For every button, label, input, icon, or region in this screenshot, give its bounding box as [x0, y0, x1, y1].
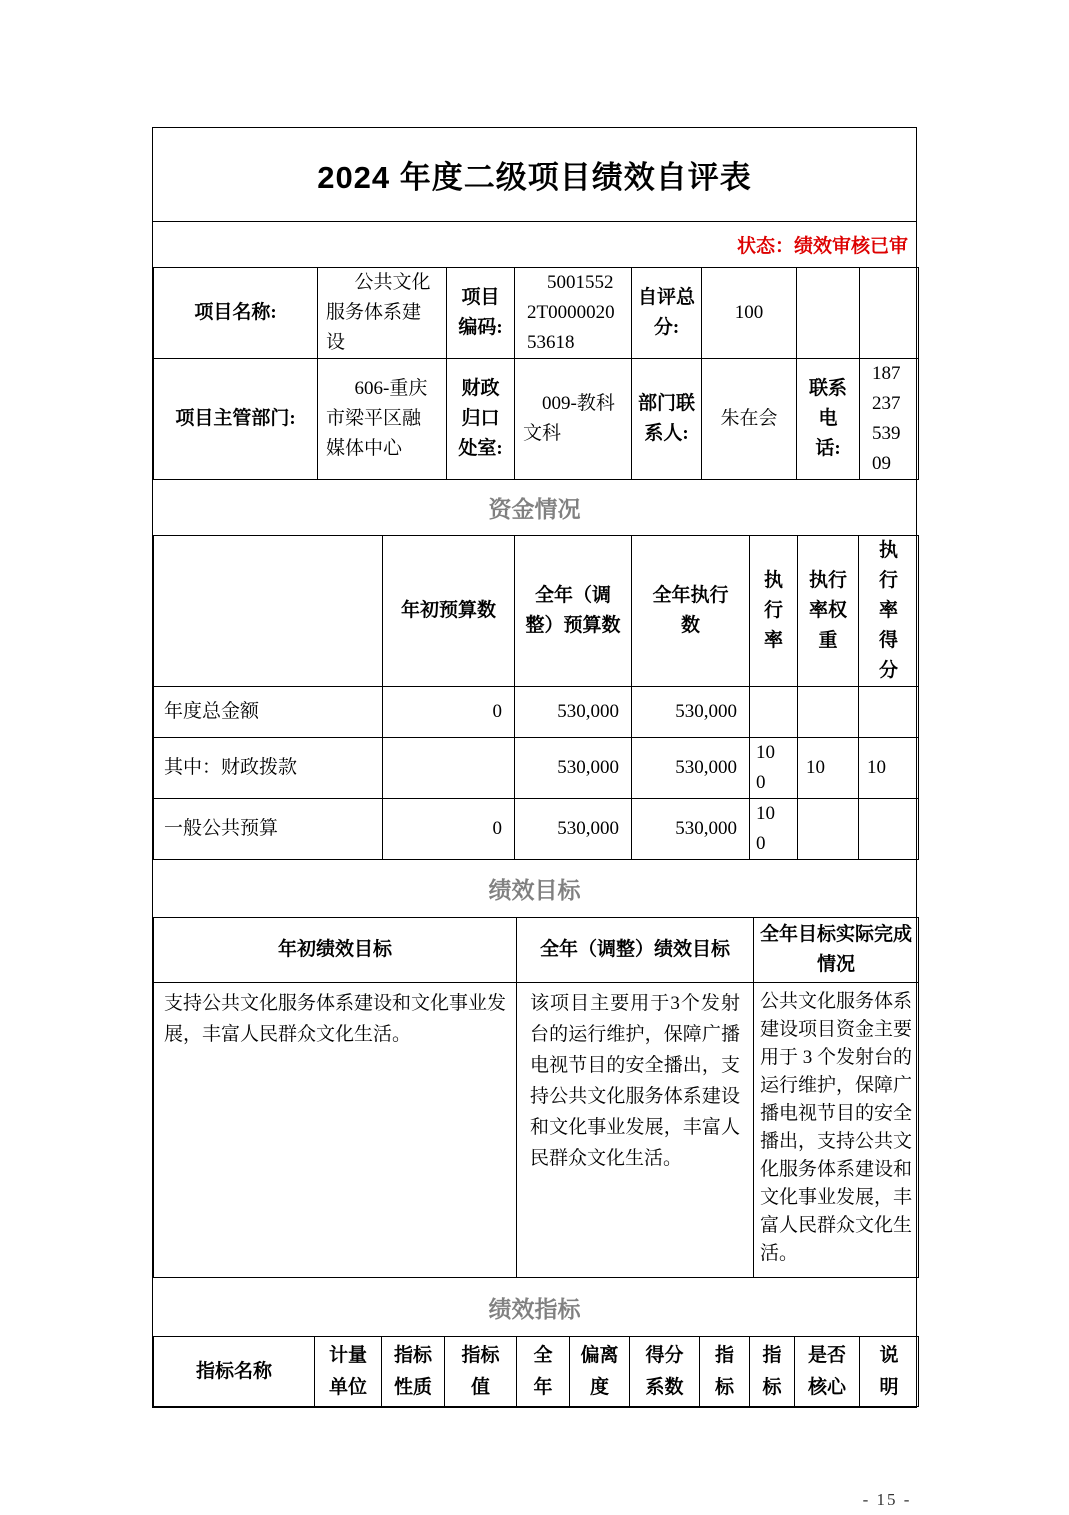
self-score-value: 100	[702, 268, 797, 359]
funding-header-initial-budget: 年初预算数	[383, 536, 515, 687]
indicators-header-row	[154, 1337, 919, 1407]
page-number: - 15 -	[862, 1490, 912, 1509]
project-code-value: 50015522T000002053618	[515, 268, 632, 359]
funding-cell	[859, 687, 919, 738]
phone-label: 联系电话:	[797, 359, 860, 480]
table-row	[154, 799, 919, 860]
table-row	[154, 983, 919, 1278]
funding-row-label: 年度总金额	[154, 687, 383, 738]
evaluation-table	[152, 127, 917, 1408]
page-title: 2024 年度二级项目绩效自评表	[317, 160, 752, 195]
funding-cell: 10	[798, 738, 859, 799]
goal-text-actual: 公共文化服务体系建设项目资金主要用于 3 个发射台的运行维护，保障广播电视节目的安全播出，支持公共文化服务体系建设和文化事业发展，丰富人民群众文化生活。	[754, 983, 919, 1278]
finance-office-value: 009-教科文科	[515, 359, 632, 480]
funding-header-adjusted-budget: 全年（调整）预算数	[515, 536, 632, 687]
funding-cell: 530,000	[632, 738, 750, 799]
funding-cell: 100	[750, 738, 798, 799]
funding-header-executed: 全年执行数	[632, 536, 750, 687]
funding-cell	[798, 687, 859, 738]
indicator-header-value: 指标值	[445, 1337, 517, 1407]
status-text: 状态：绩效审核已审	[736, 236, 908, 257]
indicators-table	[153, 1336, 919, 1407]
table-row	[154, 738, 919, 799]
funding-cell: 530,000	[515, 799, 632, 860]
indicator-header-score-coef: 得分系数	[630, 1337, 700, 1407]
funding-header-blank	[154, 536, 383, 687]
goals-table	[153, 917, 919, 1278]
section-title-goals: 绩效目标	[488, 877, 581, 903]
status-row	[153, 222, 916, 267]
funding-cell: 100	[750, 799, 798, 860]
table-row	[154, 268, 919, 359]
funding-cell: 0	[383, 687, 515, 738]
funding-row-label: 其中：财政拨款	[154, 738, 383, 799]
indicator-header-index1: 指标	[700, 1337, 750, 1407]
contact-value: 朱在会	[702, 359, 797, 480]
phone-value: 18723753909	[860, 359, 919, 480]
indicator-header-deviation: 偏离度	[570, 1337, 630, 1407]
project-info-table	[153, 267, 919, 480]
funding-cell	[859, 799, 919, 860]
funding-header-rate-score: 执行率得分	[859, 536, 919, 687]
funding-header-exec-rate: 执行率	[750, 536, 798, 687]
indicator-header-note: 说明	[860, 1337, 919, 1407]
goal-header-actual: 全年目标实际完成情况	[754, 918, 919, 983]
project-name-value: 公共文化服务体系建设	[318, 268, 447, 359]
goal-text-adjusted: 该项目主要用于3个发射台的运行维护，保障广播电视节目的安全播出，支持公共文化服务体系建设和文化事业发展，丰富人民群众文化生活。	[517, 983, 754, 1278]
indicator-header-index2: 指标	[750, 1337, 795, 1407]
funding-row-label: 一般公共预算	[154, 799, 383, 860]
funding-header-row	[154, 536, 919, 687]
funding-cell: 530,000	[632, 799, 750, 860]
funding-cell	[798, 799, 859, 860]
contact-label: 部门联系人:	[632, 359, 702, 480]
funding-table	[153, 535, 919, 860]
indicator-header-fullyear: 全年	[517, 1337, 570, 1407]
goals-header-row	[154, 918, 919, 983]
funding-cell: 530,000	[515, 687, 632, 738]
indicator-header-core: 是否核心	[795, 1337, 860, 1407]
empty-cell	[797, 268, 860, 359]
section-title-indicators: 绩效指标	[488, 1295, 581, 1322]
project-code-label: 项目编码:	[447, 268, 515, 359]
indicator-header-name: 指标名称	[154, 1337, 315, 1407]
empty-cell	[860, 268, 919, 359]
funding-cell	[750, 687, 798, 738]
indicator-header-nature: 指标性质	[382, 1337, 445, 1407]
goal-header-adjusted: 全年（调整）绩效目标	[517, 918, 754, 983]
funding-cell	[383, 738, 515, 799]
table-row	[154, 359, 919, 480]
section-title-funding: 资金情况	[488, 496, 581, 522]
goal-text-initial: 支持公共文化服务体系建设和文化事业发展，丰富人民群众文化生活。	[154, 983, 517, 1278]
table-row	[154, 687, 919, 738]
goal-header-initial: 年初绩效目标	[154, 918, 517, 983]
dept-value: 606-重庆市梁平区融媒体中心	[318, 359, 447, 480]
funding-header-rate-weight: 执行率权重	[798, 536, 859, 687]
indicator-header-unit: 计量单位	[315, 1337, 382, 1407]
self-score-label: 自评总分:	[632, 268, 702, 359]
dept-label: 项目主管部门:	[154, 359, 318, 480]
finance-office-label: 财政归口处室:	[447, 359, 515, 480]
title-row	[153, 128, 916, 222]
funding-cell: 530,000	[632, 687, 750, 738]
funding-cell: 0	[383, 799, 515, 860]
funding-cell: 530,000	[515, 738, 632, 799]
project-name-label: 项目名称:	[154, 268, 318, 359]
funding-cell: 10	[859, 738, 919, 799]
